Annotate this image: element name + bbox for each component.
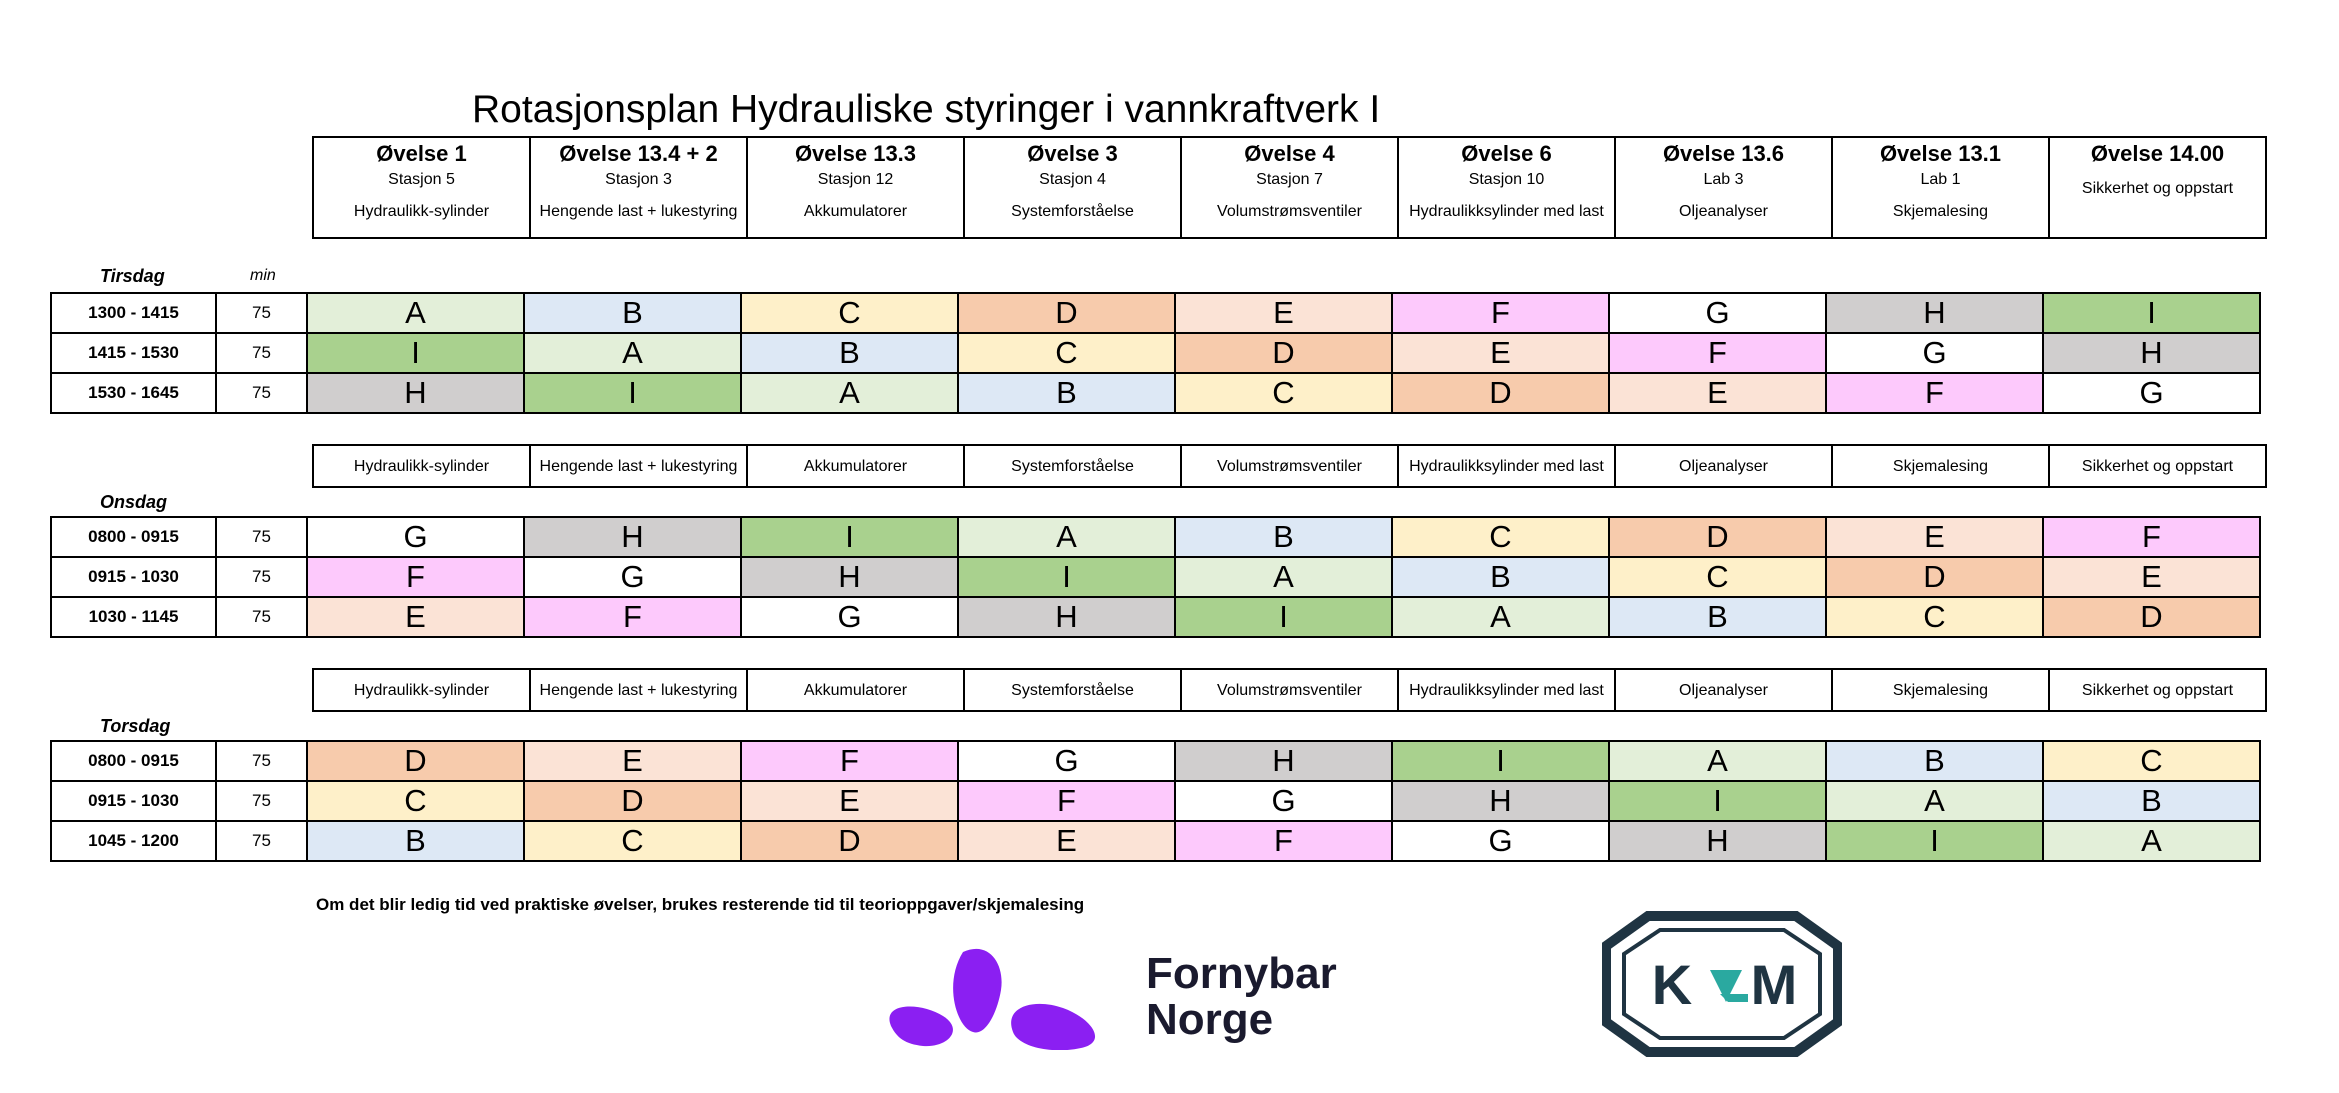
exercise-header: Øvelse 13.4 + 2 Stasjon 3 Hengende last + lukestyring <box>530 137 747 238</box>
group-cell: I <box>1609 781 1826 821</box>
day-label-tirsdag: Tirsdag <box>100 266 165 286</box>
time-cell: 1045 - 1200 <box>51 821 216 861</box>
subject-cell: Sikkerhet og oppstart <box>2049 669 2266 711</box>
group-cell: I <box>307 333 524 373</box>
group-cell: D <box>1392 373 1609 413</box>
group-cell: E <box>1609 373 1826 413</box>
group-cell: I <box>2043 293 2260 333</box>
exercise-header: Øvelse 13.6 Lab 3 Oljeanalyser <box>1615 137 1832 238</box>
group-cell: A <box>741 373 958 413</box>
svg-text:M: M <box>1750 953 1798 1016</box>
km-logo-icon <box>1602 906 1842 1062</box>
schedule-row <box>51 741 2260 781</box>
subject-cell: Skjemalesing <box>1832 445 2049 487</box>
group-cell: H <box>1175 741 1392 781</box>
schedule-row <box>51 597 2260 637</box>
minutes-cell: 75 <box>216 333 307 373</box>
group-cell: G <box>1826 333 2043 373</box>
group-cell: H <box>741 557 958 597</box>
group-cell: I <box>741 517 958 557</box>
group-cell: E <box>524 741 741 781</box>
group-cell: C <box>1826 597 2043 637</box>
group-cell: H <box>524 517 741 557</box>
group-cell: D <box>1609 517 1826 557</box>
minutes-cell: 75 <box>216 781 307 821</box>
time-cell: 1415 - 1530 <box>51 333 216 373</box>
schedule-row <box>51 781 2260 821</box>
group-cell: H <box>1826 293 2043 333</box>
group-cell: G <box>1392 821 1609 861</box>
group-cell: B <box>1175 517 1392 557</box>
fornybar-norge-logo-icon <box>885 944 1125 1050</box>
exercise-header: Øvelse 13.3 Stasjon 12 Akkumulatorer <box>747 137 964 238</box>
time-cell: 1300 - 1415 <box>51 293 216 333</box>
group-cell: A <box>1175 557 1392 597</box>
group-cell: H <box>307 373 524 413</box>
group-cell: G <box>1175 781 1392 821</box>
group-cell: H <box>1609 821 1826 861</box>
minutes-cell: 75 <box>216 821 307 861</box>
subject-cell: Oljeanalyser <box>1615 669 1832 711</box>
group-cell: B <box>741 333 958 373</box>
group-cell: G <box>524 557 741 597</box>
exercise-header: Øvelse 3 Stasjon 4 Systemforståelse <box>964 137 1181 238</box>
group-cell: E <box>307 597 524 637</box>
group-cell: E <box>2043 557 2260 597</box>
group-cell: G <box>1609 293 1826 333</box>
group-cell: B <box>1392 557 1609 597</box>
group-cell: I <box>524 373 741 413</box>
subject-cell: Systemforståelse <box>964 445 1181 487</box>
schedule-row <box>51 373 2260 413</box>
group-cell: D <box>1826 557 2043 597</box>
subject-cell: Volumstrømsventiler <box>1181 445 1398 487</box>
group-cell: C <box>2043 741 2260 781</box>
subject-cell: Oljeanalyser <box>1615 445 1832 487</box>
time-cell: 0800 - 0915 <box>51 517 216 557</box>
group-cell: B <box>524 293 741 333</box>
min-label: min <box>250 267 276 284</box>
exercise-header: Øvelse 4 Stasjon 7 Volumstrømsventiler <box>1181 137 1398 238</box>
group-cell: D <box>741 821 958 861</box>
group-cell: G <box>307 517 524 557</box>
day-label-torsdag: Torsdag <box>100 716 171 736</box>
schedule-row <box>51 293 2260 333</box>
subject-cell: Hydraulikk-sylinder <box>313 669 530 711</box>
fornybar-norge-wordmark: Fornybar Norge <box>1146 949 1337 1044</box>
time-cell: 0915 - 1030 <box>51 781 216 821</box>
subject-cell: Sikkerhet og oppstart <box>2049 445 2266 487</box>
group-cell: A <box>307 293 524 333</box>
group-cell: D <box>1175 333 1392 373</box>
group-cell: I <box>1826 821 2043 861</box>
group-cell: I <box>1392 741 1609 781</box>
group-cell: F <box>307 557 524 597</box>
subject-cell: Systemforståelse <box>964 669 1181 711</box>
schedule-row <box>51 821 2260 861</box>
group-cell: B <box>958 373 1175 413</box>
time-cell: 0915 - 1030 <box>51 557 216 597</box>
group-cell: E <box>958 821 1175 861</box>
group-cell: A <box>2043 821 2260 861</box>
group-cell: C <box>1175 373 1392 413</box>
day-label-onsdag: Onsdag <box>100 492 168 512</box>
group-cell: D <box>2043 597 2260 637</box>
time-cell: 1530 - 1645 <box>51 373 216 413</box>
group-cell: D <box>307 741 524 781</box>
group-cell: A <box>1392 597 1609 637</box>
schedule-row <box>51 517 2260 557</box>
subject-cell: Hengende last + lukestyring <box>530 445 747 487</box>
minutes-cell: 75 <box>216 293 307 333</box>
group-cell: C <box>741 293 958 333</box>
group-cell: F <box>741 741 958 781</box>
group-cell: B <box>1826 741 2043 781</box>
exercise-header: Øvelse 13.1 Lab 1 Skjemalesing <box>1832 137 2049 238</box>
exercise-header-table <box>312 136 2267 239</box>
group-cell: F <box>1392 293 1609 333</box>
exercise-header: Øvelse 1 Stasjon 5 Hydraulikk-sylinder <box>313 137 530 238</box>
subject-cell: Akkumulatorer <box>747 445 964 487</box>
schedule-tirsdag <box>50 292 2261 414</box>
group-cell: B <box>1609 597 1826 637</box>
page-title: Rotasjonsplan Hydrauliske styringer i vannkraftverk I <box>472 88 1381 131</box>
schedule-onsdag <box>50 516 2261 638</box>
minutes-cell: 75 <box>216 373 307 413</box>
time-cell: 1030 - 1145 <box>51 597 216 637</box>
subject-row-onsdag <box>312 444 2267 488</box>
schedule-torsdag <box>50 740 2261 862</box>
group-cell: F <box>958 781 1175 821</box>
schedule-row <box>51 557 2260 597</box>
subject-row-torsdag <box>312 668 2267 712</box>
group-cell: H <box>1392 781 1609 821</box>
footnote: Om det blir ledig tid ved praktiske øvelser, brukes resterende tid til teorioppgaver/skjemalesing <box>316 895 1085 914</box>
time-cell: 0800 - 0915 <box>51 741 216 781</box>
group-cell: G <box>958 741 1175 781</box>
group-cell: F <box>1175 821 1392 861</box>
group-cell: C <box>1392 517 1609 557</box>
group-cell: B <box>307 821 524 861</box>
subject-cell: Hengende last + lukestyring <box>530 669 747 711</box>
group-cell: A <box>958 517 1175 557</box>
subject-cell: Akkumulatorer <box>747 669 964 711</box>
group-cell: H <box>958 597 1175 637</box>
subject-cell: Hydraulikk-sylinder <box>313 445 530 487</box>
group-cell: C <box>958 333 1175 373</box>
group-cell: A <box>524 333 741 373</box>
minutes-cell: 75 <box>216 597 307 637</box>
subject-cell: Skjemalesing <box>1832 669 2049 711</box>
group-cell: I <box>1175 597 1392 637</box>
schedule-row <box>51 333 2260 373</box>
group-cell: H <box>2043 333 2260 373</box>
group-cell: C <box>524 821 741 861</box>
group-cell: G <box>741 597 958 637</box>
subject-cell: Hydraulikksylinder med last <box>1398 669 1615 711</box>
group-cell: I <box>958 557 1175 597</box>
group-cell: F <box>524 597 741 637</box>
minutes-cell: 75 <box>216 741 307 781</box>
group-cell: A <box>1826 781 2043 821</box>
group-cell: D <box>524 781 741 821</box>
exercise-header: Øvelse 6 Stasjon 10 Hydraulikksylinder med last <box>1398 137 1615 238</box>
subject-cell: Volumstrømsventiler <box>1181 669 1398 711</box>
group-cell: F <box>1609 333 1826 373</box>
minutes-cell: 75 <box>216 557 307 597</box>
group-cell: D <box>958 293 1175 333</box>
exercise-header: Øvelse 14.00 Sikkerhet og oppstart <box>2049 137 2266 238</box>
subject-cell: Hydraulikksylinder med last <box>1398 445 1615 487</box>
group-cell: C <box>1609 557 1826 597</box>
group-cell: F <box>2043 517 2260 557</box>
group-cell: C <box>307 781 524 821</box>
group-cell: E <box>741 781 958 821</box>
svg-text:K: K <box>1651 953 1693 1016</box>
group-cell: G <box>2043 373 2260 413</box>
group-cell: E <box>1175 293 1392 333</box>
minutes-cell: 75 <box>216 517 307 557</box>
group-cell: B <box>2043 781 2260 821</box>
group-cell: F <box>1826 373 2043 413</box>
group-cell: E <box>1826 517 2043 557</box>
group-cell: A <box>1609 741 1826 781</box>
group-cell: E <box>1392 333 1609 373</box>
